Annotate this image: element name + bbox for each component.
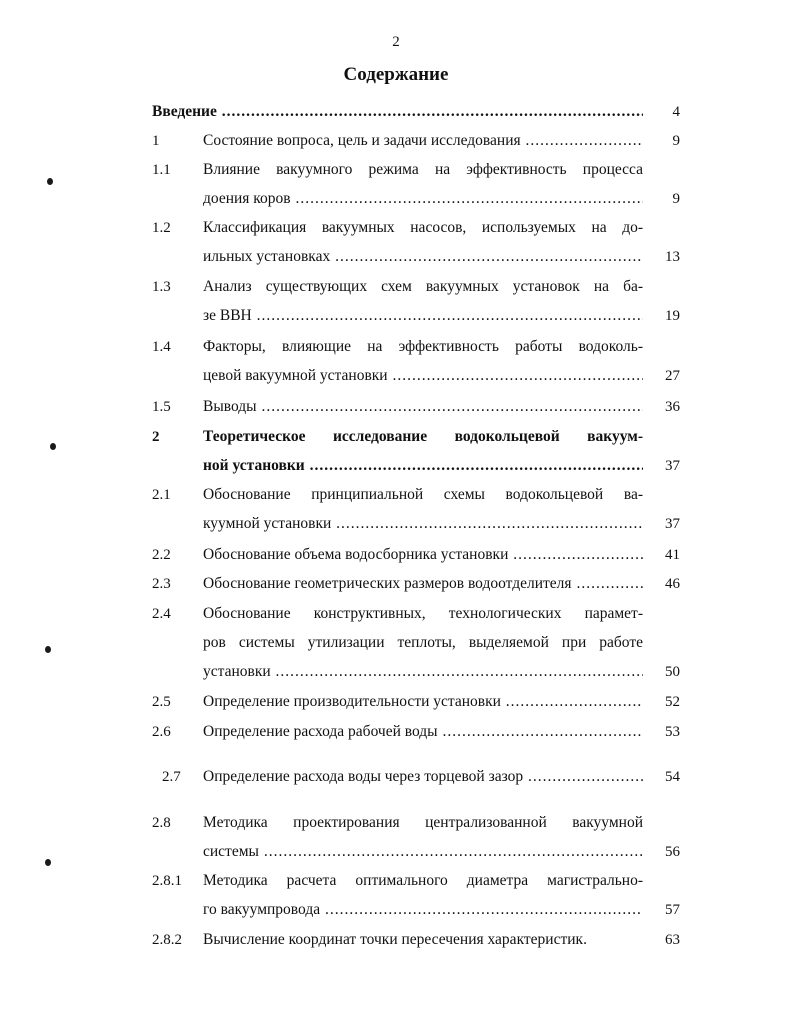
toc-entry-page: 37 — [665, 516, 680, 532]
toc-entry-text: Обоснование объема водосборника установки ..... — [203, 541, 643, 569]
toc-entry-number: 1.2 — [152, 220, 171, 236]
toc-entry-text: го вакуумпровода ..... — [203, 896, 643, 924]
toc-entry-number: 1.1 — [152, 162, 171, 178]
toc-entry-line — [0, 333, 792, 361]
toc-entry-text: куумной установки ..... — [203, 510, 643, 538]
toc-entry-number: 2.3 — [152, 576, 171, 592]
toc-entry-number: 1.4 — [152, 339, 171, 355]
toc-entry-page: 46 — [665, 576, 680, 592]
toc-entry-text: доения коров ..... — [203, 185, 643, 213]
toc-entry-number: 2.8.1 — [152, 873, 182, 889]
toc-entry-text: установки ..... — [203, 658, 643, 686]
toc-entry-text: Обоснование конструктивных, технологических парамет- — [203, 605, 643, 622]
toc-entry-text: Состояние вопроса, цель и задачи исследования ..... — [203, 127, 643, 155]
toc-entry-page: 37 — [665, 458, 680, 474]
toc-entry-page: 53 — [665, 724, 680, 740]
toc-entry-line — [0, 423, 792, 451]
toc-entry-number: 2 — [152, 429, 160, 445]
toc-entry-number: 2.2 — [152, 547, 171, 563]
toc-entry-page: 9 — [672, 133, 680, 149]
toc-entry-text: Выводы ..... — [203, 393, 643, 421]
toc-entry-page: 54 — [665, 769, 680, 785]
toc-entry-number: 2.8 — [152, 815, 171, 831]
toc-entry-number: 2.6 — [152, 724, 171, 740]
toc-entry-line — [0, 600, 792, 628]
margin-mark — [45, 859, 51, 866]
toc-entry-number: 2.4 — [152, 606, 171, 622]
page-number: 2 — [392, 34, 400, 50]
toc-entry-page: 57 — [665, 902, 680, 918]
toc-entry-page: 9 — [672, 191, 680, 207]
toc-entry-number: 2.7 — [162, 769, 181, 785]
toc-entry-page: 50 — [665, 664, 680, 680]
toc-entry-line — [0, 481, 792, 509]
toc-entry-text: Определение расхода рабочей воды ..... — [203, 718, 643, 746]
toc-entry-line — [0, 809, 792, 837]
margin-mark — [50, 443, 56, 450]
toc-entry-text: Обоснование принципиальной схемы водокольцевой ва- — [203, 486, 643, 503]
margin-mark — [45, 646, 51, 653]
margin-mark — [47, 178, 53, 185]
toc-entry-text: Теоретическое исследование водокольцевой вакуум- — [203, 428, 643, 445]
toc-entry-text: ров системы утилизации теплоты, выделяемой при работе — [203, 634, 643, 651]
toc-entry-line — [0, 867, 792, 895]
toc-entry-page: 36 — [665, 399, 680, 415]
toc-entry-number: 1 — [152, 133, 160, 149]
toc-entry-text: Методика расчета оптимального диаметра магистрально- — [203, 872, 643, 889]
toc-entry-text: ильных установках ..... — [203, 243, 643, 271]
toc-entry-text: Классификация вакуумных насосов, используемых на до- — [203, 219, 643, 236]
toc-entry-text: Обоснование геометрических размеров водоотделителя ..... — [203, 570, 643, 598]
toc-entry-number: 1.5 — [152, 399, 171, 415]
toc-entry-page: 19 — [665, 308, 680, 324]
toc-entry-page: 41 — [665, 547, 680, 563]
toc-entry-line — [0, 214, 792, 242]
toc-entry-text: цевой вакуумной установки ..... — [203, 362, 643, 390]
toc-entry-page: 63 — [665, 932, 680, 948]
toc-entry-text: Определение расхода воды через торцевой зазор ..... — [203, 763, 643, 791]
toc-entry-number: 2.8.2 — [152, 932, 182, 948]
toc-entry-line — [0, 629, 792, 657]
toc-entry-text: Влияние вакуумного режима на эффективность процесса — [203, 161, 643, 178]
toc-entry-page: 56 — [665, 844, 680, 860]
toc-entry-page: 52 — [665, 694, 680, 710]
toc-entry-line — [0, 156, 792, 184]
toc-entry-page: 4 — [672, 104, 680, 120]
page-title: Содержание — [343, 64, 449, 85]
toc-entry-number: 2.1 — [152, 487, 171, 503]
toc-entry-text: Введение ..... — [152, 98, 643, 126]
toc-entry-line — [0, 273, 792, 301]
toc-entry-number: 2.5 — [152, 694, 171, 710]
toc-entry-text: Вычисление координат точки пересечения характеристик. — [203, 931, 587, 948]
toc-entry-number: 1.3 — [152, 279, 171, 295]
toc-entry-page: 27 — [665, 368, 680, 384]
toc-entry-text: ной установки ..... — [203, 452, 643, 480]
toc-entry-page: 13 — [665, 249, 680, 265]
toc-entry-text: Методика проектирования централизованной вакуумной — [203, 814, 643, 831]
toc-entry-text: Анализ существующих схем вакуумных установок на ба- — [203, 278, 643, 295]
toc-entry-text: зе ВВН ..... — [203, 302, 643, 330]
toc-entry-text: Определение производительности установки ..... — [203, 688, 643, 716]
toc-entry-text: системы ..... — [203, 838, 643, 866]
toc-entry-text: Факторы, влияющие на эффективность работы водоколь- — [203, 338, 643, 355]
